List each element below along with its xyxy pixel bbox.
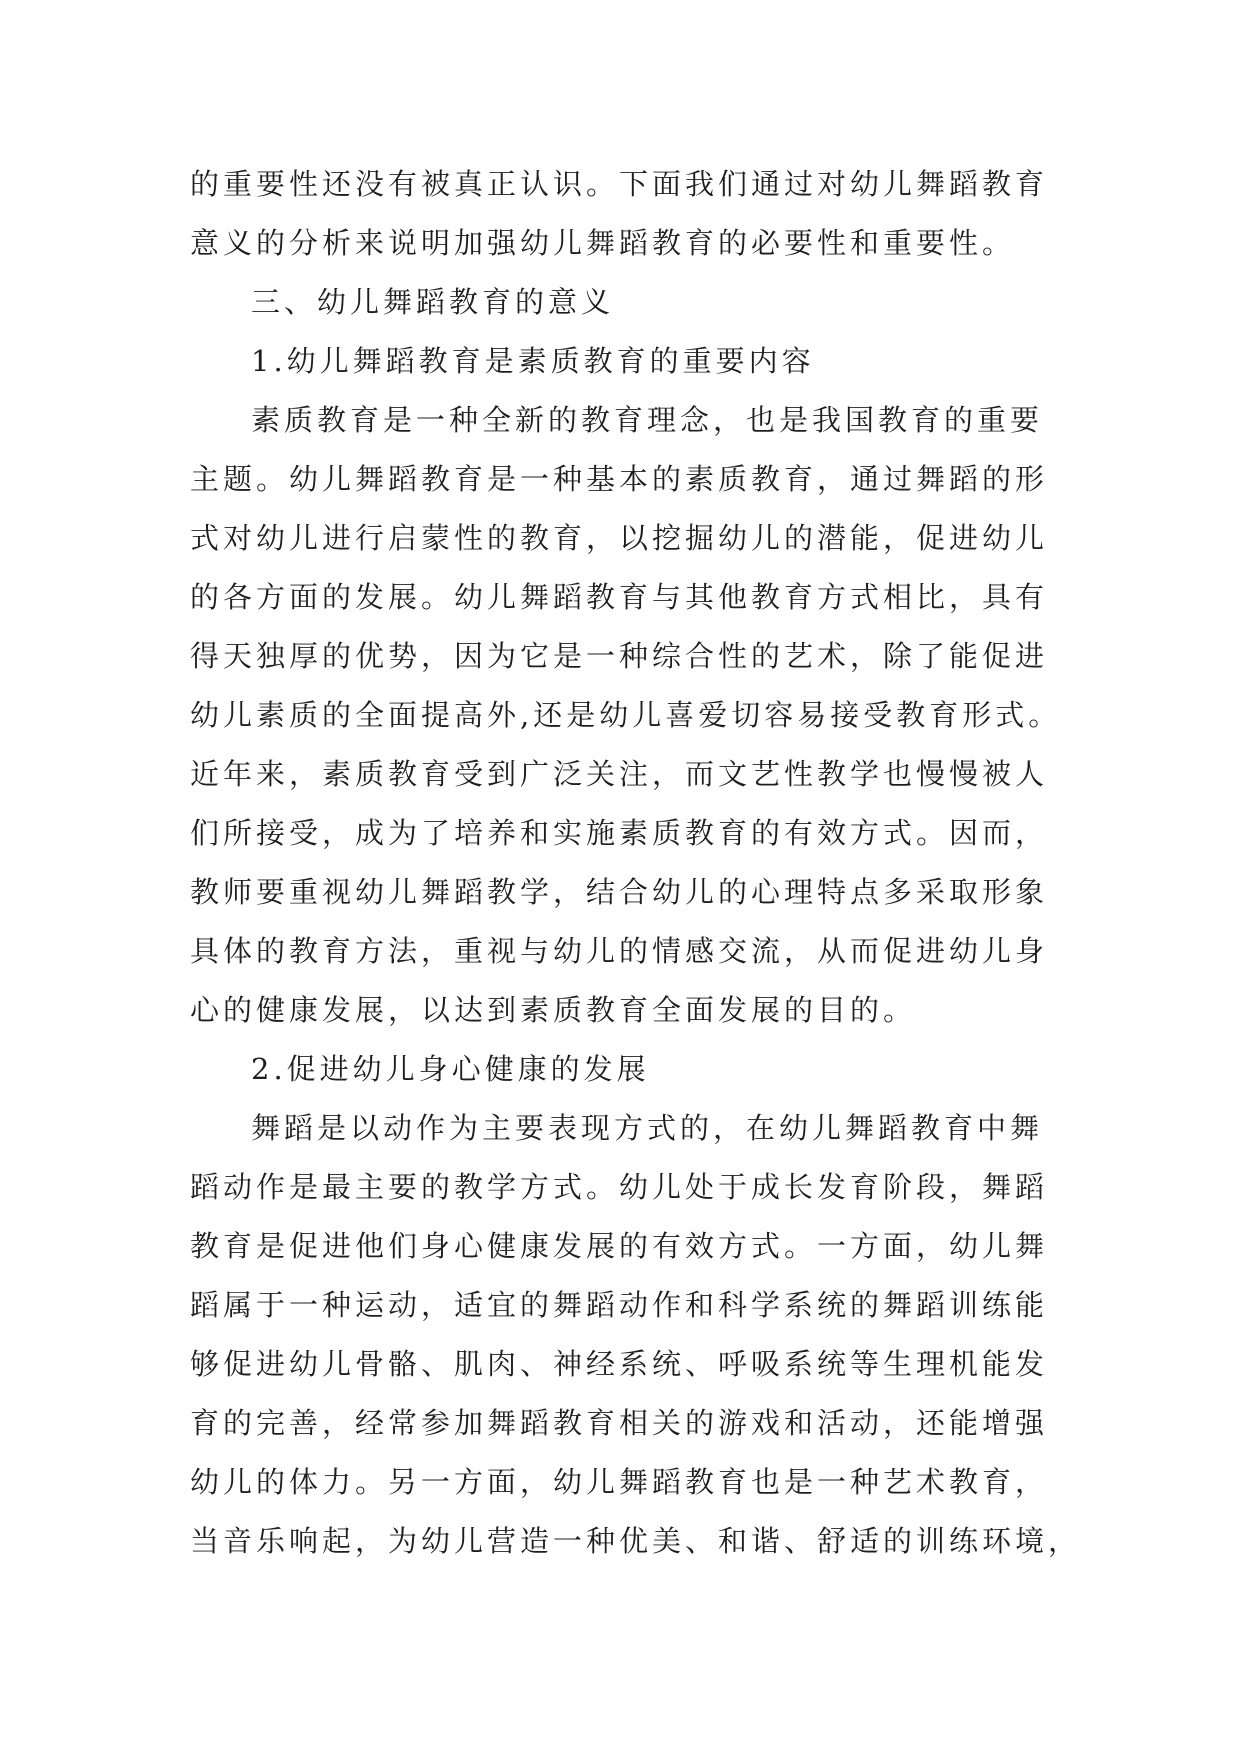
paragraph-line: 们所接受，成为了培养和实施素质教育的有效方式。因而，	[190, 816, 1049, 850]
paragraph-line: 近年来，素质教育受到广泛关注，而文艺性教学也慢慢被人	[190, 757, 1049, 791]
paragraph-line: 主题。幼儿舞蹈教育是一种基本的素质教育，通过舞蹈的形	[190, 462, 1049, 496]
paragraph-line: 的重要性还没有被真正认识。下面我们通过对幼儿舞蹈教育	[190, 167, 1049, 201]
subsection-heading: 2.促进幼儿身心健康的发展	[251, 1052, 650, 1086]
paragraph-line: 教师要重视幼儿舞蹈教学，结合幼儿的心理特点多采取形象	[190, 875, 1049, 909]
paragraph-line: 心的健康发展，以达到素质教育全面发展的目的。	[190, 993, 917, 1027]
paragraph-line: 育的完善，经常参加舞蹈教育相关的游戏和活动，还能增强	[190, 1406, 1049, 1440]
paragraph-line: 得天独厚的优势，因为它是一种综合性的艺术，除了能促进	[190, 639, 1049, 673]
paragraph-line: 意义的分析来说明加强幼儿舞蹈教育的必要性和重要性。	[190, 226, 1016, 260]
paragraph-line: 教育是促进他们身心健康发展的有效方式。一方面，幼儿舞	[190, 1229, 1049, 1263]
section-heading: 三、幼儿舞蹈教育的意义	[251, 285, 615, 319]
paragraph-line: 幼儿的体力。另一方面，幼儿舞蹈教育也是一种艺术教育，	[190, 1465, 1049, 1499]
paragraph-line: 式对幼儿进行启蒙性的教育，以挖掘幼儿的潜能，促进幼儿	[190, 521, 1049, 555]
paragraph-line: 蹈动作是最主要的教学方式。幼儿处于成长发育阶段，舞蹈	[190, 1170, 1049, 1204]
paragraph-line: 幼儿素质的全面提高外,还是幼儿喜爱切容易接受教育形式。	[190, 698, 1062, 732]
paragraph-line: 当音乐响起，为幼儿营造一种优美、和谐、舒适的训练环境，	[190, 1524, 1082, 1558]
subsection-heading: 1.幼儿舞蹈教育是素质教育的重要内容	[251, 344, 815, 378]
paragraph-line: 够促进幼儿骨骼、肌肉、神经系统、呼吸系统等生理机能发	[190, 1347, 1049, 1381]
paragraph-line: 蹈属于一种运动，适宜的舞蹈动作和科学系统的舞蹈训练能	[190, 1288, 1049, 1322]
paragraph-line: 具体的教育方法，重视与幼儿的情感交流，从而促进幼儿身	[190, 934, 1049, 968]
paragraph-line: 的各方面的发展。幼儿舞蹈教育与其他教育方式相比，具有	[190, 580, 1049, 614]
paragraph-line: 素质教育是一种全新的教育理念，也是我国教育的重要	[251, 403, 1044, 437]
paragraph-line: 舞蹈是以动作为主要表现方式的，在幼儿舞蹈教育中舞	[251, 1111, 1044, 1145]
